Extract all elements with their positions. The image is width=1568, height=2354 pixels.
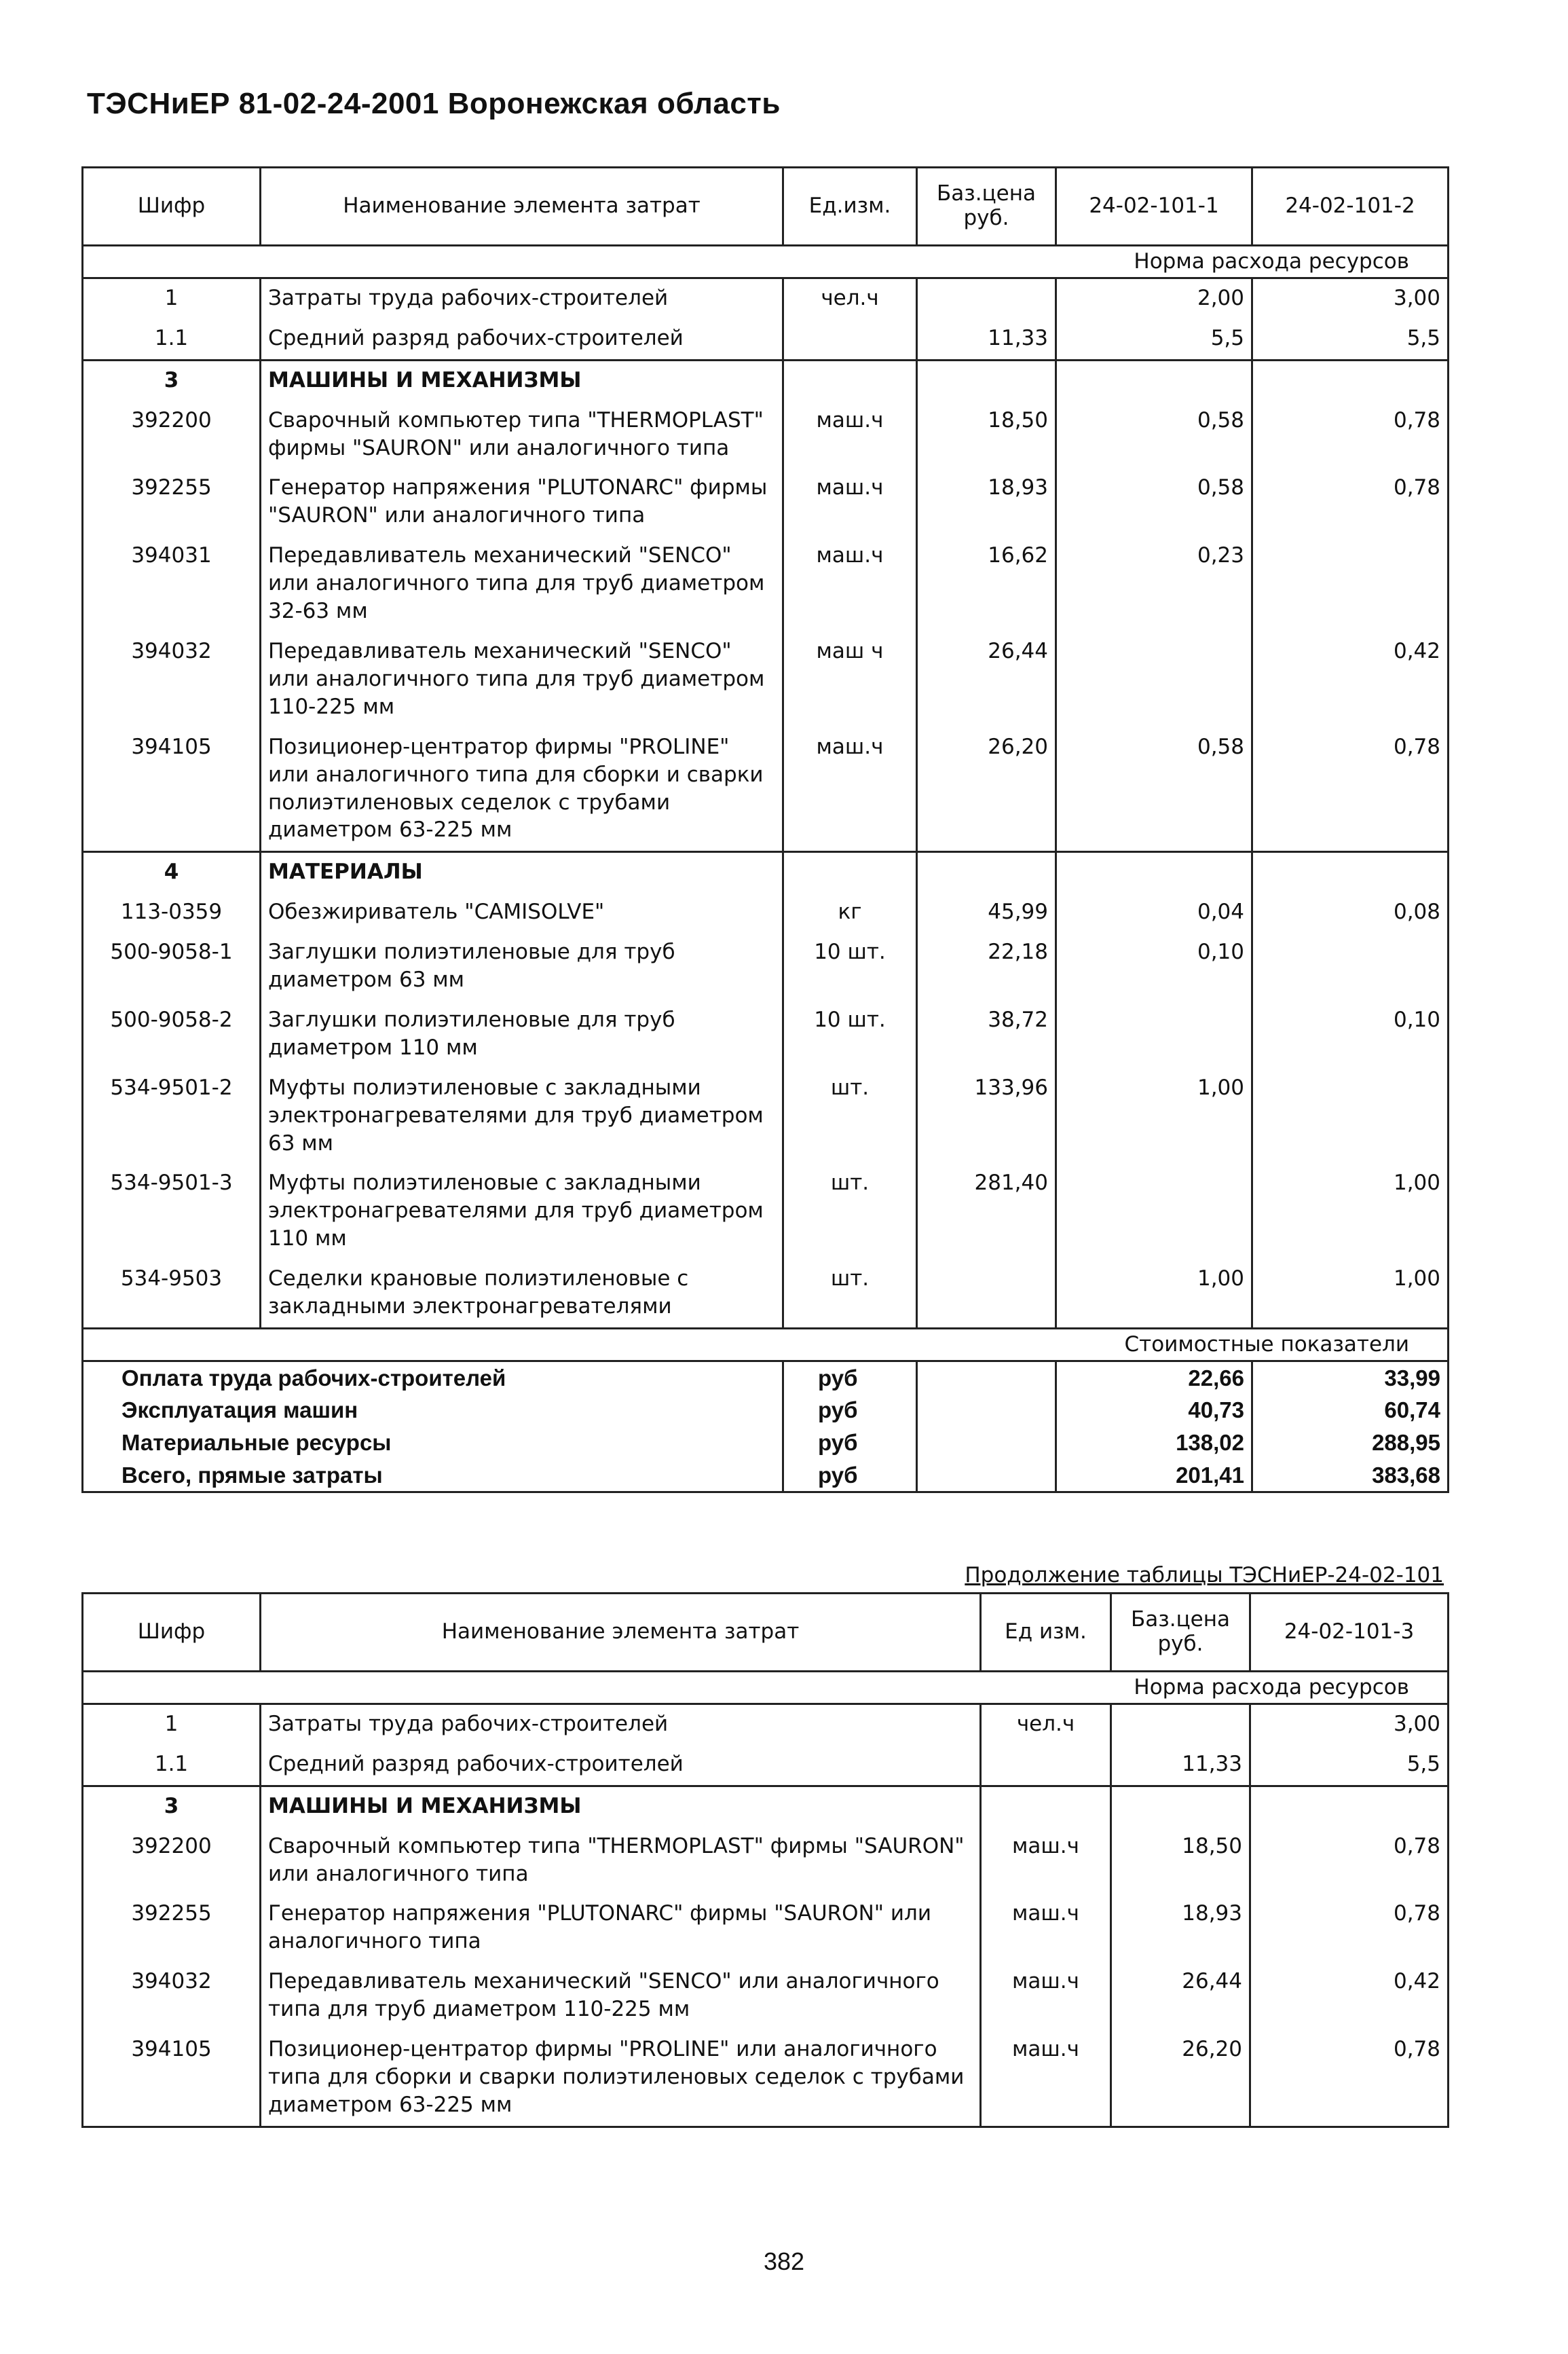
cell-price: 26,20 <box>917 728 1056 852</box>
cell-price: 22,18 <box>917 933 1056 1001</box>
table-row <box>83 1745 1449 1786</box>
total-value-2: 288,95 <box>1252 1427 1449 1459</box>
cell-name: Генератор напряжения "PLUTONARC" фирмы "SAURON" или аналогичного типа <box>261 1894 981 1962</box>
cell-price: 16,62 <box>917 536 1056 632</box>
cell-norm-3: 0,78 <box>1250 1827 1449 1895</box>
cell-norm-1: 5,5 <box>1056 319 1252 360</box>
cell-name: Заглушки полиэтиленовые для труб диаметром 63 мм <box>261 933 783 1001</box>
total-unit: руб <box>783 1361 917 1394</box>
cell-code: 392200 <box>83 401 261 469</box>
cell-code: 113-0359 <box>83 893 261 933</box>
cell-unit: маш.ч <box>981 1962 1111 2030</box>
cell-price: 11,33 <box>917 319 1056 360</box>
page-number: 382 <box>763 2247 805 2275</box>
cell-norm-3: 0,78 <box>1250 1894 1449 1962</box>
cell-unit: 10 шт. <box>783 1001 917 1069</box>
cell-norm-1 <box>1056 632 1252 728</box>
cell-name: Позиционер-центратор фирмы "PROLINE" или аналогичного типа для сборки и сварки полиэтиленовых седелок с трубами диаметром 63-225 мм <box>261 728 783 852</box>
cell-name: Средний разряд рабочих-строителей <box>261 1745 981 1786</box>
page-title: ТЭСНиЕР 81-02-24-2001 Воронежская область <box>87 87 781 120</box>
cell-price: 11,33 <box>1111 1745 1250 1786</box>
cell-price: 26,44 <box>917 632 1056 728</box>
cell-name: Сварочный компьютер типа "THERMOPLAST" фирмы "SAURON" или аналогичного типа <box>261 401 783 469</box>
cell-unit: маш.ч <box>981 1894 1111 1962</box>
cell-norm-2 <box>1252 933 1449 1001</box>
cell-name: Передавливатель механический "SENCO" или аналогичного типа для труб диаметром 110-225 мм <box>261 632 783 728</box>
table-row <box>83 1259 1449 1328</box>
section-code: 3 <box>83 1786 261 1826</box>
cell-code: 394031 <box>83 536 261 632</box>
empty-cell <box>1111 1786 1250 1826</box>
empty-cell <box>917 1394 1056 1427</box>
total-value-1: 138,02 <box>1056 1427 1252 1459</box>
cell-price: 281,40 <box>917 1164 1056 1259</box>
cell-norm-1: 0,58 <box>1056 728 1252 852</box>
section-title: МАШИНЫ И МЕХАНИЗМЫ <box>261 360 783 401</box>
empty-cell <box>917 1427 1056 1459</box>
cell-unit: чел.ч <box>783 278 917 318</box>
cell-norm-1: 0,58 <box>1056 401 1252 469</box>
total-label: Всего, прямые затраты <box>83 1459 783 1492</box>
cell-price: 18,93 <box>1111 1894 1250 1962</box>
section-row <box>83 852 1449 893</box>
total-value-2: 33,99 <box>1252 1361 1449 1394</box>
cell-code: 394032 <box>83 632 261 728</box>
section-title: МАШИНЫ И МЕХАНИЗМЫ <box>261 1786 981 1826</box>
table-row <box>83 1827 1449 1895</box>
cell-name: Заглушки полиэтиленовые для труб диаметром 110 мм <box>261 1001 783 1069</box>
norm-band-row <box>83 1672 1449 1704</box>
cell-name: Муфты полиэтиленовые с закладными электронагревателями для труб диаметром 110 мм <box>261 1164 783 1259</box>
cell-norm-2: 3,00 <box>1252 278 1449 318</box>
table-row <box>83 536 1449 632</box>
cell-code: 392255 <box>83 1894 261 1962</box>
table-header-row <box>83 168 1449 246</box>
cell-norm-1: 0,04 <box>1056 893 1252 933</box>
cell-code: 394105 <box>83 2030 261 2127</box>
total-value-2: 383,68 <box>1252 1459 1449 1492</box>
table-row <box>83 933 1449 1001</box>
total-row <box>83 1394 1449 1427</box>
cell-unit: маш.ч <box>981 2030 1111 2127</box>
total-value-2: 60,74 <box>1252 1394 1449 1427</box>
cell-code: 394105 <box>83 728 261 852</box>
table-row <box>83 1069 1449 1164</box>
header-name: Наименование элемента затрат <box>261 1594 981 1672</box>
cell-norm-1 <box>1056 1001 1252 1069</box>
table-row <box>83 2030 1449 2127</box>
table-row <box>83 728 1449 852</box>
section-row <box>83 1786 1449 1826</box>
cell-norm-3: 3,00 <box>1250 1704 1449 1744</box>
cell-name: Средний разряд рабочих-строителей <box>261 319 783 360</box>
header-col-1: 24-02-101-1 <box>1056 168 1252 246</box>
cell-code: 534-9501-3 <box>83 1164 261 1259</box>
cell-price: 38,72 <box>917 1001 1056 1069</box>
table-row <box>83 1164 1449 1259</box>
continuation-caption: Продолжение таблицы ТЭСНиЕР-24-02-101 <box>965 1563 1444 1587</box>
cell-norm-1: 0,23 <box>1056 536 1252 632</box>
cell-unit: маш ч <box>783 632 917 728</box>
header-unit: Ед изм. <box>981 1594 1111 1672</box>
resource-norm-table <box>81 166 1449 1493</box>
cell-norm-2: 1,00 <box>1252 1164 1449 1259</box>
cell-code: 1 <box>83 278 261 318</box>
cell-unit: шт. <box>783 1069 917 1164</box>
cell-name: Сварочный компьютер типа "THERMOPLAST" фирмы "SAURON" или аналогичного типа <box>261 1827 981 1895</box>
total-value-1: 201,41 <box>1056 1459 1252 1492</box>
table-row <box>83 632 1449 728</box>
cell-norm-2: 0,78 <box>1252 728 1449 852</box>
norm-band-label: Норма расхода ресурсов <box>83 246 1449 278</box>
cell-norm-1: 1,00 <box>1056 1259 1252 1328</box>
total-label: Оплата труда рабочих-строителей <box>83 1361 783 1394</box>
empty-cell <box>917 1459 1056 1492</box>
cell-unit: маш.ч <box>783 536 917 632</box>
empty-cell <box>783 852 917 893</box>
cell-unit: 10 шт. <box>783 933 917 1001</box>
section-title: МАТЕРИАЛЫ <box>261 852 783 893</box>
total-unit: руб <box>783 1427 917 1459</box>
cell-norm-3: 5,5 <box>1250 1745 1449 1786</box>
total-row <box>83 1427 1449 1459</box>
header-price: Баз.цена руб. <box>917 168 1056 246</box>
cell-norm-1: 0,10 <box>1056 933 1252 1001</box>
cell-name: Затраты труда рабочих-строителей <box>261 278 783 318</box>
cell-name: Седелки крановые полиэтиленовые с закладными электронагревателями <box>261 1259 783 1328</box>
empty-cell <box>1056 852 1252 893</box>
empty-cell <box>1056 360 1252 401</box>
cell-name: Обезжириватель "CAMISOLVE" <box>261 893 783 933</box>
empty-cell <box>1252 852 1449 893</box>
cell-price: 18,93 <box>917 468 1056 536</box>
empty-cell <box>917 360 1056 401</box>
cell-unit: чел.ч <box>981 1704 1111 1744</box>
header-code: Шифр <box>83 1594 261 1672</box>
section-code: 4 <box>83 852 261 893</box>
total-row <box>83 1361 1449 1394</box>
cell-price <box>917 278 1056 318</box>
cell-name: Передавливатель механический "SENCO" или аналогичного типа для труб диаметром 110-225 мм <box>261 1962 981 2030</box>
total-unit: руб <box>783 1394 917 1427</box>
table-row <box>83 1001 1449 1069</box>
cell-norm-2: 0,78 <box>1252 468 1449 536</box>
cell-unit: маш.ч <box>783 401 917 469</box>
header-code: Шифр <box>83 168 261 246</box>
header-name: Наименование элемента затрат <box>261 168 783 246</box>
cell-unit <box>981 1745 1111 1786</box>
header-col-2: 24-02-101-2 <box>1252 168 1449 246</box>
table-row <box>83 319 1449 360</box>
table-row <box>83 1962 1449 2030</box>
cell-code: 500-9058-2 <box>83 1001 261 1069</box>
table-row <box>83 893 1449 933</box>
empty-cell <box>783 360 917 401</box>
table-row <box>83 1894 1449 1962</box>
cost-band-label: Стоимостные показатели <box>83 1329 1449 1361</box>
cell-price: 45,99 <box>917 893 1056 933</box>
cell-norm-3: 0,42 <box>1250 1962 1449 2030</box>
cell-price: 18,50 <box>917 401 1056 469</box>
cell-code: 500-9058-1 <box>83 933 261 1001</box>
cell-norm-2: 0,08 <box>1252 893 1449 933</box>
table-row <box>83 1704 1449 1744</box>
norm-band-label: Норма расхода ресурсов <box>83 1672 1449 1704</box>
cell-code: 534-9503 <box>83 1259 261 1328</box>
cell-norm-2: 0,78 <box>1252 401 1449 469</box>
total-value-1: 40,73 <box>1056 1394 1252 1427</box>
resource-norm-table-continuation <box>81 1592 1449 2128</box>
empty-cell <box>1250 1786 1449 1826</box>
cell-name: Позиционер-центратор фирмы "PROLINE" или аналогичного типа для сборки и сварки полиэтиленовых седелок с трубами диаметром 63-225 мм <box>261 2030 981 2127</box>
header-price: Баз.цена руб. <box>1111 1594 1250 1672</box>
total-label: Эксплуатация машин <box>83 1394 783 1427</box>
cell-price <box>917 1259 1056 1328</box>
cell-norm-2: 5,5 <box>1252 319 1449 360</box>
cell-norm-2: 1,00 <box>1252 1259 1449 1328</box>
cell-norm-2 <box>1252 536 1449 632</box>
cell-name: Муфты полиэтиленовые с закладными электронагревателями для труб диаметром 63 мм <box>261 1069 783 1164</box>
header-unit: Ед.изм. <box>783 168 917 246</box>
cell-price: 26,20 <box>1111 2030 1250 2127</box>
cell-norm-2: 0,10 <box>1252 1001 1449 1069</box>
cell-unit: маш.ч <box>783 468 917 536</box>
table-row <box>83 468 1449 536</box>
table-header-row <box>83 1594 1449 1672</box>
cell-price: 26,44 <box>1111 1962 1250 2030</box>
cell-norm-1: 2,00 <box>1056 278 1252 318</box>
total-unit: руб <box>783 1459 917 1492</box>
header-col-3: 24-02-101-3 <box>1250 1594 1449 1672</box>
cell-norm-2: 0,42 <box>1252 632 1449 728</box>
total-label: Материальные ресурсы <box>83 1427 783 1459</box>
cell-code: 392200 <box>83 1827 261 1895</box>
cell-name: Генератор напряжения "PLUTONARC" фирмы "SAURON" или аналогичного типа <box>261 468 783 536</box>
empty-cell <box>981 1786 1111 1826</box>
cell-unit: маш.ч <box>981 1827 1111 1895</box>
cell-norm-3: 0,78 <box>1250 2030 1449 2127</box>
cell-code: 534-9501-2 <box>83 1069 261 1164</box>
section-code: 3 <box>83 360 261 401</box>
cell-unit: кг <box>783 893 917 933</box>
table-row <box>83 278 1449 318</box>
cell-price <box>1111 1704 1250 1744</box>
cell-price: 18,50 <box>1111 1827 1250 1895</box>
cell-name: Затраты труда рабочих-строителей <box>261 1704 981 1744</box>
cost-band-row <box>83 1329 1449 1361</box>
norm-band-row <box>83 246 1449 278</box>
cell-unit <box>783 319 917 360</box>
cell-name: Передавливатель механический "SENCO" или аналогичного типа для труб диаметром 32-63 мм <box>261 536 783 632</box>
total-row <box>83 1459 1449 1492</box>
cell-unit: шт. <box>783 1259 917 1328</box>
cell-unit: шт. <box>783 1164 917 1259</box>
cell-code: 1.1 <box>83 1745 261 1786</box>
cell-unit: маш.ч <box>783 728 917 852</box>
section-row <box>83 360 1449 401</box>
cell-norm-1 <box>1056 1164 1252 1259</box>
table-row <box>83 401 1449 469</box>
empty-cell <box>917 1361 1056 1394</box>
cell-code: 1.1 <box>83 319 261 360</box>
cell-price: 133,96 <box>917 1069 1056 1164</box>
cell-code: 1 <box>83 1704 261 1744</box>
cell-norm-2 <box>1252 1069 1449 1164</box>
total-value-1: 22,66 <box>1056 1361 1252 1394</box>
cell-code: 394032 <box>83 1962 261 2030</box>
cell-code: 392255 <box>83 468 261 536</box>
empty-cell <box>917 852 1056 893</box>
empty-cell <box>1252 360 1449 401</box>
cell-norm-1: 0,58 <box>1056 468 1252 536</box>
cell-norm-1: 1,00 <box>1056 1069 1252 1164</box>
